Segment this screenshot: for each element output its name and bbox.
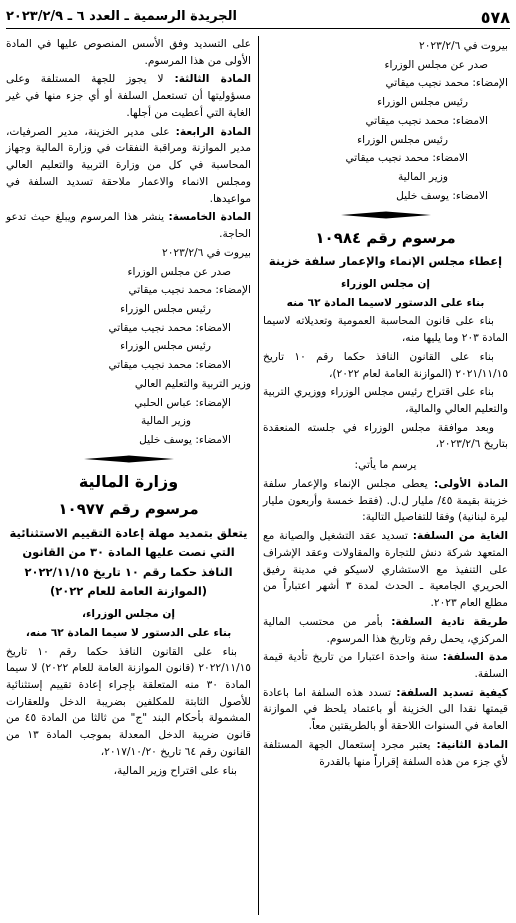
article-label: كيفية تسديد السلفة: (396, 686, 509, 699)
recital: وبعد موافقة مجلس الوزراء في جلسته المنعقدة بتاريخ ٢٠٢٣/٢/٦، (263, 421, 508, 451)
legal-basis: بناء على الدستور لا سيما المادة ٦٢ منه، (25, 626, 232, 639)
signature-line: رئيس مجلس الوزراء (377, 96, 468, 109)
decree-number: مرسوم رقم ١٠٩٧٧ (58, 500, 199, 519)
decree-number: مرسوم رقم ١٠٩٨٤ (315, 228, 456, 247)
article-label: طريقة تادية السلفة: (391, 615, 508, 628)
ministry-title: وزارة المالية (78, 471, 179, 491)
article-1: المادة الأولى: يعطى مجلس الإنماء والإعمار سلفة خزينة بقيمة ٤٥/ مليار ل.ل. (فقط خمسة وأربعون مليار ليرة لبنانية) وفقا للتفاصيل التالية: (263, 477, 509, 524)
recital: بناء على القانون النافذ حكما رقم ١٠ تاريخ ٢٠٢٢/١١/١٥ (قانون الموازنة العامة للعام ٢٠٢٢) لا سيما المادة ٣٠ منه المتعلقة بإجراء إعادة تقييم إستثنائية للأصول الثابتة للمكلفين بضريبة الدخل وللعقارات المشمولة بأحكام البند "ج" من ثالثا من المادة ٤٥ من قانون ضريبة الدخل المعدلة بموجب المادة ١٣ من القانون رقم ٦٤ تاريخ ٢٠١٧/١٠/٢٠، (6, 645, 252, 758)
decrees-line: يرسم ما يأتي: (354, 459, 417, 472)
signature-line: رئيس مجلس الوزراء (120, 303, 211, 316)
left-column (6, 36, 251, 781)
signature-line: الامضاء: محمد نجيب ميقاتي (108, 359, 231, 372)
signature-line: رئيس مجلس الوزراء (120, 340, 211, 353)
signature-line: الامضاء: يوسف خليل (139, 434, 231, 447)
column-divider (258, 36, 259, 915)
advance-repayment: كيفية تسديد السلفة: تسدد هذه السلفة اما باعادة قيمتها نقدا الى الخزينة أو باعتماد يلحظ في الموازنة العامة في السنوات اللاحقة أو بالطريقتين معاً. (263, 686, 509, 733)
signature-line: الإمضاء: عباس الحلبي (134, 396, 231, 409)
decree-date: بيروت في ٢٠٢٣/٢/٦ (419, 40, 508, 52)
gazette-title: الجريدة الرسمية ـ العدد ٦ ـ ٢٠٢٣/٢/٩ (6, 9, 237, 24)
article-label: المادة الثالثة: (174, 73, 251, 86)
page-header (6, 6, 510, 29)
signature-line: صدر عن مجلس الوزراء (127, 265, 231, 278)
signature-line: وزير التربية والتعليم العالي (134, 377, 251, 390)
article-label: مدة السلفة: (442, 651, 508, 664)
article-label: المادة الخامسة: (168, 211, 251, 224)
issuer: إن مجلس الوزراء، (81, 608, 176, 621)
article-label: المادة الثانية: (436, 738, 508, 751)
advance-payment-method: طريقة تادية السلفة: بأمر من محتسب المالية المركزي، يحمل رقم وتاريخ هذا المرسوم. (263, 615, 508, 645)
issuer: إن مجلس الوزراء (340, 277, 431, 290)
ornament-divider (84, 455, 174, 463)
ornament-divider (341, 211, 431, 219)
decree-date: بيروت في ٢٠٢٣/٢/٦ (162, 246, 251, 259)
signature-line: وزير المالية (397, 171, 448, 184)
recital: بناء على قانون المحاسبة العمومية وتعديلاته لاسيما المادة ٢٠٣ وما يليها منه، (263, 315, 508, 345)
article-label: المادة الرابعة: (175, 125, 251, 138)
signature-line: الامضاء: محمد نجيب ميقاتي (108, 321, 231, 334)
signature-line: الإمضاء: محمد نجيب ميقاتي (128, 284, 251, 297)
right-column (263, 36, 508, 772)
decree-title: إعطاء مجلس الإنماء والإعمار سلفة خزينة (268, 254, 503, 269)
signature-line: الإمضاء: محمد نجيب ميقاتي (385, 77, 508, 90)
decree-title: يتعلق بتمديد مهلة إعادة التقييم الاستثنائية التي نصت عليها المادة ٣٠ من القانون النافذ حكما رقم ١٠ تاريخ ٢٠٢٢/١١/١٥ (الموازنة العامة للعام ٢٠٢٢) (9, 525, 248, 599)
signature-line: الامضاء: محمد نجيب ميقاتي (345, 152, 468, 165)
recital: بناء على اقتراح رئيس مجلس الوزراء ووزيري التربية والتعليم العالي والمالية، (263, 386, 508, 415)
signature-line: الامضاء: محمد نجيب ميقاتي (365, 114, 488, 127)
article-continuation: على التسديد وفق الأسس المنصوص عليها في المادة الأولى من هذا المرسوم. (6, 38, 251, 67)
signature-line: وزير المالية (140, 415, 191, 428)
signature-line: رئيس مجلس الوزراء (357, 133, 448, 146)
signature-line: الامضاء: يوسف خليل (396, 189, 488, 202)
signature-line: صدر عن مجلس الوزراء (384, 58, 488, 71)
recital: بناء على اقتراح وزير المالية، (113, 764, 237, 777)
advance-purpose: الغاية من السلفة: تسديد عقد التشغيل والصيانة مع المتعهد شركة دنش للتجارة والمقاولات وعقد الإشراف على التنفيذ مع الاستشاري لاسيكو في مدينة رفيق الحريري الجامعية ـ الحدث لمدة ٣ أشهر اعتباراً من مطلع العام ٢٠٢٣. (263, 530, 509, 610)
article-2: المادة الثانية: يعتبر مجرد إستعمال الجهة المستلفة لأي جزء من هذه السلفة إقراراً منها بالقدرة (263, 738, 508, 768)
recital: بناء على القانون النافذ حكما رقم ١٠ تاريخ ٢٠٢١/١١/١٥ (الموازنة العامة لعام ٢٠٢٢)، (263, 350, 508, 380)
article-label: الغاية من السلفة: (412, 530, 509, 543)
article-4: المادة الرابعة: على مدير الخزينة، مدير الصرفيات، مدير الموازنة ومراقبة النفقات في وزارة المالية وجهاز المحاسبة في كل من وزارة التربية والتعليم العالي ومجلس الانماء والاعمار ملاحقة تسديد السلفة في مواعيدها. (6, 125, 251, 205)
advance-term: مدة السلفة: سنة واحدة اعتبارا من تاريخ تأدية قيمة السلفة. (263, 651, 508, 680)
article-3: المادة الثالثة: لا يجوز للجهة المستلفة وعلى مسؤوليتها أن تستعمل السلفة أو أي جزء منها في غير الغاية التي أعطيت من أجلها. (6, 73, 251, 119)
article-5: المادة الخامسة: ينشر هذا المرسوم ويبلغ حيث تدعو الحاجة. (6, 211, 251, 241)
legal-basis: بناء على الدستور لاسيما المادة ٦٢ منه (286, 296, 485, 309)
article-label: المادة الأولى: (434, 477, 508, 490)
page-number: ٥٧٨ (480, 8, 510, 27)
